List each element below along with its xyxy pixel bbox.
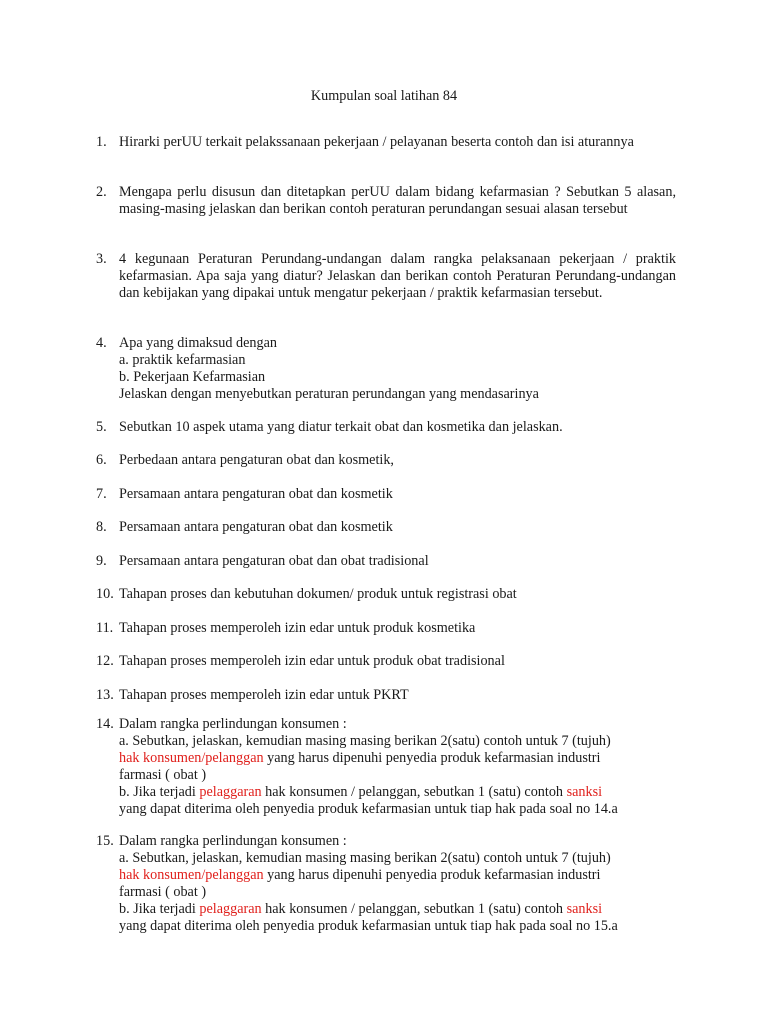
highlight-sanction: sanksi [566,784,603,800]
question-6 [96,452,676,469]
line-text: yang harus dipenuhi penyedia produk kefarmasian industri [263,867,601,883]
question-text [119,335,676,403]
line-text: hak konsumen / pelanggan, sebutkan 1 (satu) contoh [261,901,567,917]
question-number: 3. [96,251,107,267]
question-text: Tahapan proses memperoleh izin edar untuk PKRT [119,687,409,703]
line-text: b. Jika terjadi [119,901,200,917]
question-number: 7. [96,486,107,502]
question-5 [96,419,676,436]
question-text: Tahapan proses memperoleh izin edar untuk produk kosmetika [119,620,476,636]
question-option-b: b. Pekerjaan Kefarmasian [119,369,266,385]
question-line: Jelaskan dengan menyebutkan peraturan perundangan yang mendasarinya [119,386,539,402]
question-number: 12. [96,653,114,669]
question-text: Persamaan antara pengaturan obat dan obat tradisional [119,553,429,569]
question-15 [96,833,676,935]
question-text: Persamaan antara pengaturan obat dan kosmetik [119,486,393,502]
question-number: 14. [96,716,114,732]
question-text: Persamaan antara pengaturan obat dan kosmetik [119,519,393,535]
question-number: 9. [96,553,107,569]
question-8 [96,519,676,536]
question-11 [96,620,676,637]
question-14 [96,716,676,818]
question-option-a: a. Sebutkan, jelaskan, kemudian masing masing berikan 2(satu) contoh untuk 7 (tujuh) [119,733,611,749]
question-number: 1. [96,134,107,150]
question-text: Sebutkan 10 aspek utama yang diatur terkait obat dan kosmetika dan jelaskan. [119,419,563,435]
question-number: 6. [96,452,107,468]
question-2 [96,184,676,218]
question-9 [96,553,676,570]
question-line: Dalam rangka perlindungan konsumen : [119,833,347,849]
question-text: Tahapan proses dan kebutuhan dokumen/ produk untuk registrasi obat [119,586,517,602]
question-4 [96,335,676,403]
question-7 [96,486,676,503]
line-text: b. Jika terjadi [119,784,200,800]
question-number: 15. [96,833,114,849]
question-line [119,867,676,884]
question-line: Apa yang dimaksud dengan [119,335,277,351]
question-option-b [119,901,676,918]
question-line: yang dapat diterima oleh penyedia produk kefarmasian untuk tiap hak pada soal no 14.a [119,801,618,817]
line-text: hak konsumen / pelanggan, sebutkan 1 (satu) contoh [261,784,567,800]
question-text: Tahapan proses memperoleh izin edar untuk produk obat tradisional [119,653,505,669]
question-option-a: a. Sebutkan, jelaskan, kemudian masing masing berikan 2(satu) contoh untuk 7 (tujuh) [119,850,611,866]
question-number: 8. [96,519,107,535]
question-line: Dalam rangka perlindungan konsumen : [119,716,347,732]
page-title: Kumpulan soal latihan 84 [310,88,458,104]
question-number: 13. [96,687,114,703]
highlight-violation: pelaggaran [199,784,262,800]
question-option-b [119,784,676,801]
question-12 [96,653,676,670]
question-number: 10. [96,586,114,602]
question-option-a: a. praktik kefarmasian [119,352,246,368]
question-text: 4 kegunaan Peraturan Perundang-undangan dalam rangka pelaksanaan pekerjaan / praktik kefarmasian. Apa saja yang diatur? Jelaskan dan berikan contoh Peraturan Perundang-undangan dan kebijakan yang dipakai untuk mengatur pekerjaan / praktik kefarmasian tersebut. [119,251,676,301]
question-line: farmasi ( obat ) [119,767,207,783]
question-number: 5. [96,419,107,435]
highlight-rights: hak konsumen/pelanggan [119,750,264,766]
question-text [119,833,676,935]
highlight-sanction: sanksi [566,901,603,917]
question-text: Mengapa perlu disusun dan ditetapkan perUU dalam bidang kefarmasian ? Sebutkan 5 alasan, masing-masing jelaskan dan berikan contoh peraturan perundangan sesuai alasan tersebut [119,184,676,217]
question-3 [96,251,676,302]
line-text: yang harus dipenuhi penyedia produk kefarmasian industri [263,750,601,766]
question-number: 2. [96,184,107,200]
question-text: Perbedaan antara pengaturan obat dan kosmetik, [119,452,394,468]
highlight-rights: hak konsumen/pelanggan [119,867,264,883]
question-line: yang dapat diterima oleh penyedia produk kefarmasian untuk tiap hak pada soal no 15.a [119,918,618,934]
highlight-violation: pelaggaran [199,901,262,917]
question-text [119,716,676,818]
question-1 [96,134,676,151]
question-13 [96,687,676,704]
question-line: farmasi ( obat ) [119,884,207,900]
question-text: Hirarki perUU terkait pelakssanaan pekerjaan / pelayanan beserta contoh dan isi aturannya [119,134,634,150]
question-10 [96,586,676,603]
question-number: 4. [96,335,107,351]
question-number: 11. [96,620,114,636]
question-line [119,750,676,767]
